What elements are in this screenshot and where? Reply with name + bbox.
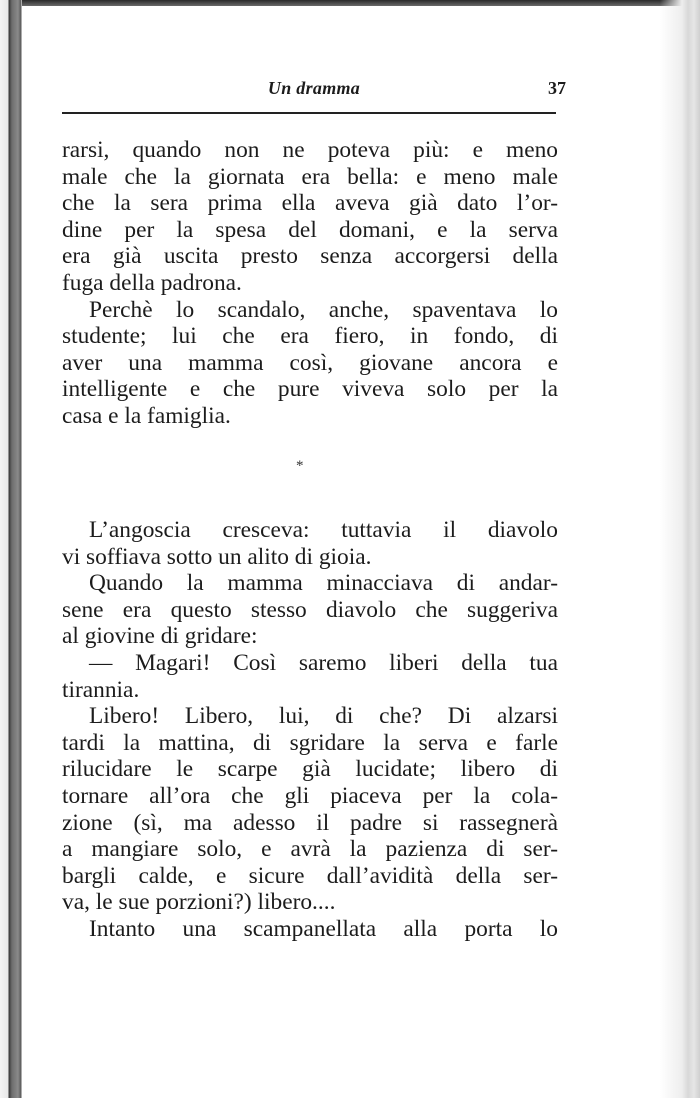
text-line: zione (sì, ma adesso il padre si rassegnerà [62, 809, 558, 836]
text-block-after-break [62, 517, 558, 943]
text-line: intelligente e che pure viveva solo per la [62, 376, 558, 403]
text-line: a mangiare solo, e avrà la pazienza di ser- [62, 836, 558, 863]
text-line: rarsi, quando non ne poteva più: e meno [62, 137, 558, 163]
text-line: al giovine di gridare: [62, 623, 258, 650]
text-line: Libero! Libero, lui, di che? Di alzarsi [89, 703, 558, 730]
page-right-edge [660, 0, 700, 1098]
text-line: era già uscita presto senza accorgersi della [62, 243, 558, 270]
section-break-asterisk: * [296, 458, 304, 474]
running-head [62, 78, 566, 108]
text-line: va, le sue porzioni?) libero.... [62, 889, 336, 916]
scan-top-edge [0, 0, 700, 6]
text-line: male che la giornata era bella: e meno male [62, 163, 558, 190]
text-line: che la sera prima ella aveva già dato l’or- [62, 190, 558, 217]
text-line: rilucidare le scarpe già lucidate; libero di [62, 756, 558, 783]
text-line: aver una mamma così, giovane ancora e [62, 349, 558, 376]
text-block-before-break [62, 137, 558, 430]
text-line: tardi la mattina, di sgridare la serva e farle [62, 729, 558, 756]
running-head-title: Un dramma [267, 78, 361, 98]
text-line: casa e la famiglia. [62, 402, 231, 429]
book-binding-edge [0, 0, 22, 1098]
text-line: bargli calde, e sicure dall’avidità della ser- [62, 862, 558, 889]
text-line: fuga della padrona. [62, 269, 242, 296]
text-line: vi soffiava sotto un alito di gioia. [62, 543, 372, 570]
text-line: Intanto una scampanellata alla porta lo [89, 915, 558, 942]
header-rule [62, 112, 556, 114]
text-line: L’angoscia cresceva: tuttavia il diavolo [89, 517, 558, 543]
text-line: Perchè lo scandalo, anche, spaventava lo [89, 296, 558, 323]
text-line: tirannia. [62, 676, 140, 703]
text-line: — Magari! Così saremo liberi della tua [89, 649, 558, 676]
text-line: Quando la mamma minacciava di andar- [89, 570, 558, 597]
text-line: tornare all’ora che gli piaceva per la cola- [62, 782, 558, 809]
text-line: studente; lui che era fiero, in fondo, di [62, 323, 558, 350]
text-line: dine per la spesa del domani, e la serva [62, 216, 558, 243]
text-line: sene era questo stesso diavolo che suggeriva [62, 596, 558, 623]
page-number: 37 [548, 78, 566, 98]
